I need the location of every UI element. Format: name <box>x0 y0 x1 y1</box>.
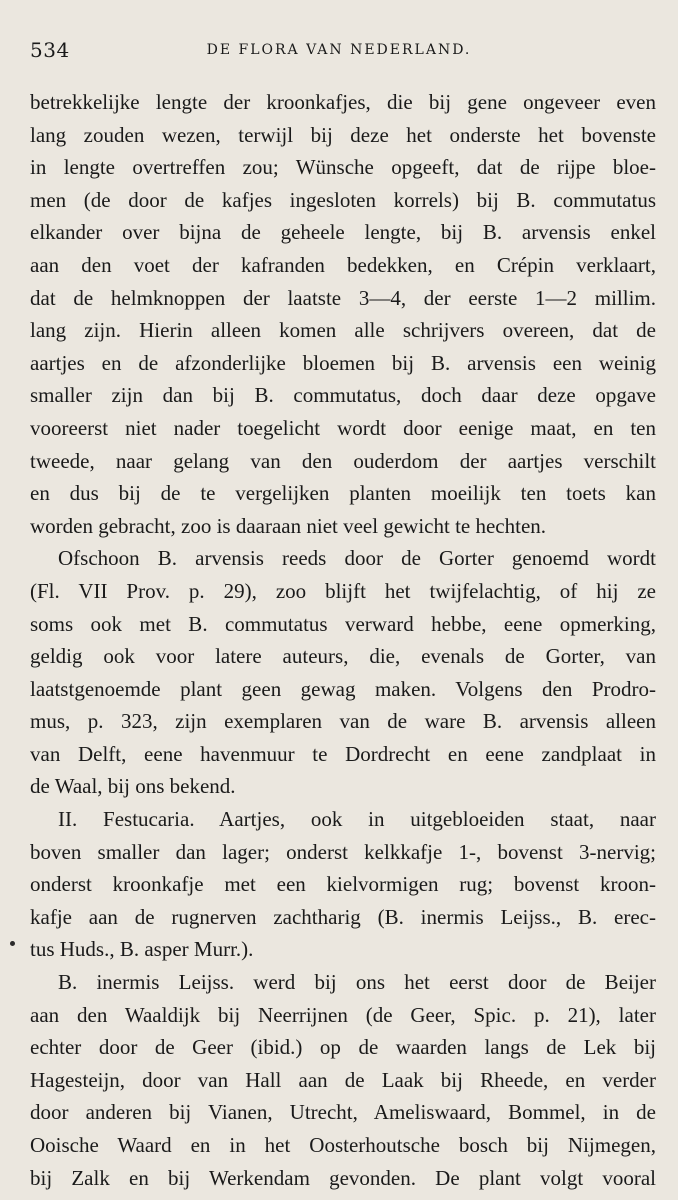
text-line: tus Huds., B. asper Murr.). <box>30 937 254 962</box>
text-line: aan den voet der kafranden bedekken, en Crépin verklaart, <box>30 252 656 277</box>
text-line: tweede, naar gelang van den ouderdom der aartjes verschilt <box>30 448 656 473</box>
text-line: de Waal, bij ons bekend. <box>30 774 236 799</box>
text-line: van Delft, eene havenmuur te Dordrecht en eene zandplaat in <box>30 741 656 766</box>
text-line: kafje aan de rugnerven zachtharig (B. inermis Leijss., B. erec- <box>30 904 656 929</box>
text-line: smaller zijn dan bij B. commutatus, doch daar deze opgave <box>30 383 656 408</box>
text-line: boven smaller dan lager; onderst kelkkafje 1-, bovenst 3-nervig; <box>30 839 656 864</box>
text-line: bij Zalk en bij Werkendam gevonden. De plant volgt vooral <box>30 1165 656 1190</box>
text-line: aartjes en de afzonderlijke bloemen bij B. arvensis een weinig <box>30 350 656 375</box>
text-line: mus, p. 323, zijn exemplaren van de ware B. arvensis alleen <box>30 709 656 734</box>
text-line: II. Festucaria. Aartjes, ook in uitgebloeiden staat, naar <box>58 807 656 832</box>
text-line: betrekkelijke lengte der kroonkafjes, die bij gene ongeveer even <box>30 90 656 114</box>
text-line: door anderen bij Vianen, Utrecht, Ameliswaard, Bommel, in de <box>30 1100 656 1125</box>
text-line: (Fl. VII Prov. p. 29), zoo blijft het twijfelachtig, of hij ze <box>30 578 656 603</box>
text-line: soms ook met B. commutatus verward hebbe, eene opmerking, <box>30 611 656 636</box>
text-line: B. inermis Leijss. werd bij ons het eerst door de Beijer <box>58 970 656 995</box>
text-line: aan den Waaldijk bij Neerrijnen (de Geer, Spic. p. 21), later <box>30 1002 656 1027</box>
text-line: echter door de Geer (ibid.) op de waarden langs de Lek bij <box>30 1035 656 1060</box>
text-line: men (de door de kafjes ingesloten korrels) bij B. commutatus <box>30 187 656 212</box>
text-line: laatstgenoemde plant geen gewag maken. Volgens den Prodro- <box>30 676 656 701</box>
text-line: Hagesteijn, door van Hall aan de Laak bij Rheede, en verder <box>30 1067 656 1092</box>
text-line: Ofschoon B. arvensis reeds door de Gorter genoemd wordt <box>58 546 656 571</box>
text-line: dat de helmknoppen der laatste 3—4, der eerste 1—2 millim. <box>30 285 656 310</box>
running-title: DE FLORA VAN NEDERLAND. <box>206 42 472 58</box>
text-line: Ooische Waard en in het Oosterhoutsche bosch bij Nijmegen, <box>30 1133 656 1157</box>
page-header <box>30 38 648 64</box>
page-number: 534 <box>30 38 70 62</box>
text-line: lang zijn. Hierin alleen komen alle schrijvers overeen, dat de <box>30 318 656 343</box>
text-line: lang zouden wezen, terwijl bij deze het onderste het bovenste <box>30 122 656 147</box>
text-line: onderst kroonkafje met een kielvormigen rug; bovenst kroon- <box>30 872 656 897</box>
text-line: in lengte overtreffen zou; Wünsche opgeeft, dat de rijpe bloe- <box>30 155 656 180</box>
body-text <box>30 86 656 1194</box>
text-line: worden gebracht, zoo is daaraan niet veel gewicht te hechten. <box>30 513 547 538</box>
text-line: vooreerst niet nader toegelicht wordt door eenige maat, en ten <box>30 415 656 440</box>
text-line: elkander over bijna de geheele lengte, bij B. arvensis enkel <box>30 220 656 245</box>
margin-mark <box>10 941 15 946</box>
text-line: geldig ook voor latere auteurs, die, evenals de Gorter, van <box>30 644 656 669</box>
text-line: en dus bij de te vergelijken planten moeilijk ten toets kan <box>30 481 656 506</box>
